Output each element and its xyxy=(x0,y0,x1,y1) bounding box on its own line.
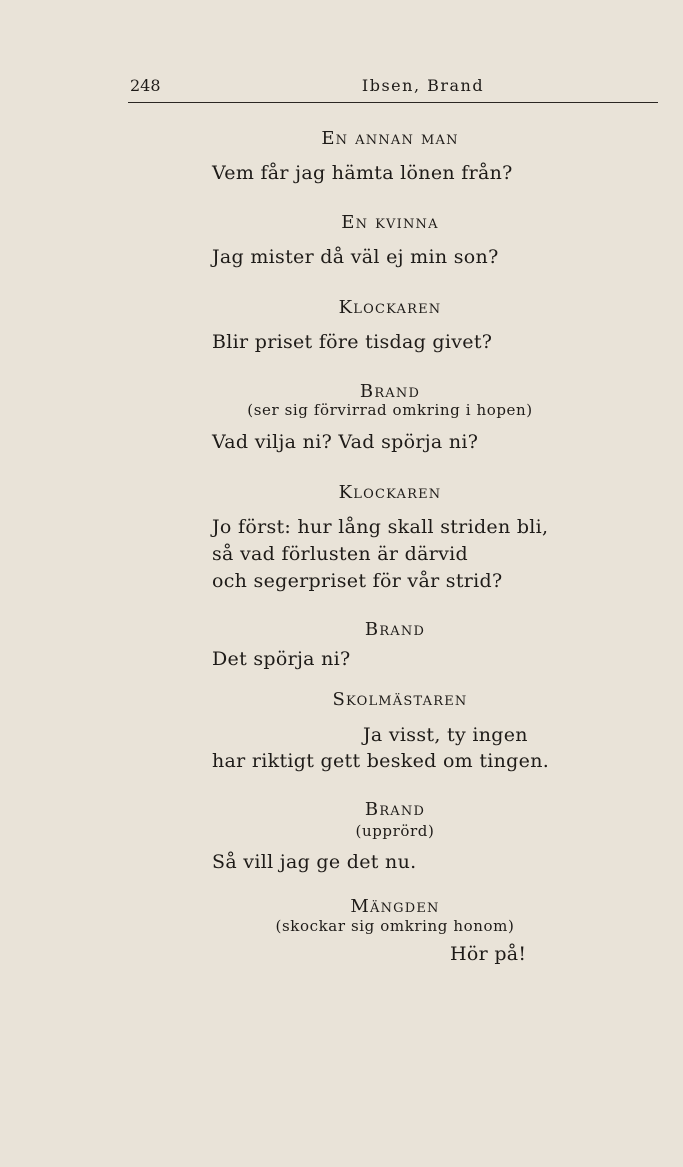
stage-direction: (ser sig förvirrad omkring i hopen) xyxy=(247,401,533,419)
verse-line: Vem får jag hämta lönen från? xyxy=(212,162,513,184)
verse-line: Vad vilja ni? Vad spörja ni? xyxy=(212,431,479,453)
verse-line: Blir priset före tisdag givet? xyxy=(212,331,493,353)
speaker-name: Skolmästaren xyxy=(332,689,468,710)
bleed-through-text xyxy=(540,170,546,191)
speaker-name: En kvinna xyxy=(341,212,439,233)
verse-line: och segerpriset för vår strid? xyxy=(212,570,503,592)
verse-line: Jo först: hur lång skall striden bli, xyxy=(212,516,549,538)
speaker-name: Mängden xyxy=(350,896,440,917)
speaker-name: Brand xyxy=(364,619,426,640)
verse-line: har riktigt gett besked om tingen. xyxy=(212,750,550,772)
speaker-name: Klockaren xyxy=(338,297,442,318)
running-title: Ibsen, Brand xyxy=(361,76,485,95)
verse-line: så vad förlusten är därvid xyxy=(212,543,468,565)
verse-line: Jag mister då väl ej min son? xyxy=(212,246,499,268)
page-number: 248 xyxy=(130,76,161,95)
speaker-name: Klockaren xyxy=(338,482,442,503)
verse-line: Så vill jag ge det nu. xyxy=(212,851,417,873)
stage-direction: (skockar sig omkring honom) xyxy=(275,917,515,935)
speaker-name: Brand xyxy=(359,381,421,402)
running-header xyxy=(128,76,658,103)
speaker-name: En annan man xyxy=(321,128,459,149)
stage-direction: (upprörd) xyxy=(355,822,435,840)
verse-line: Ja visst, ty ingen xyxy=(363,724,528,746)
speaker-name: Brand xyxy=(364,799,426,820)
verse-line: Det spörja ni? xyxy=(212,648,351,670)
verse-line: Hör på! xyxy=(450,943,527,965)
